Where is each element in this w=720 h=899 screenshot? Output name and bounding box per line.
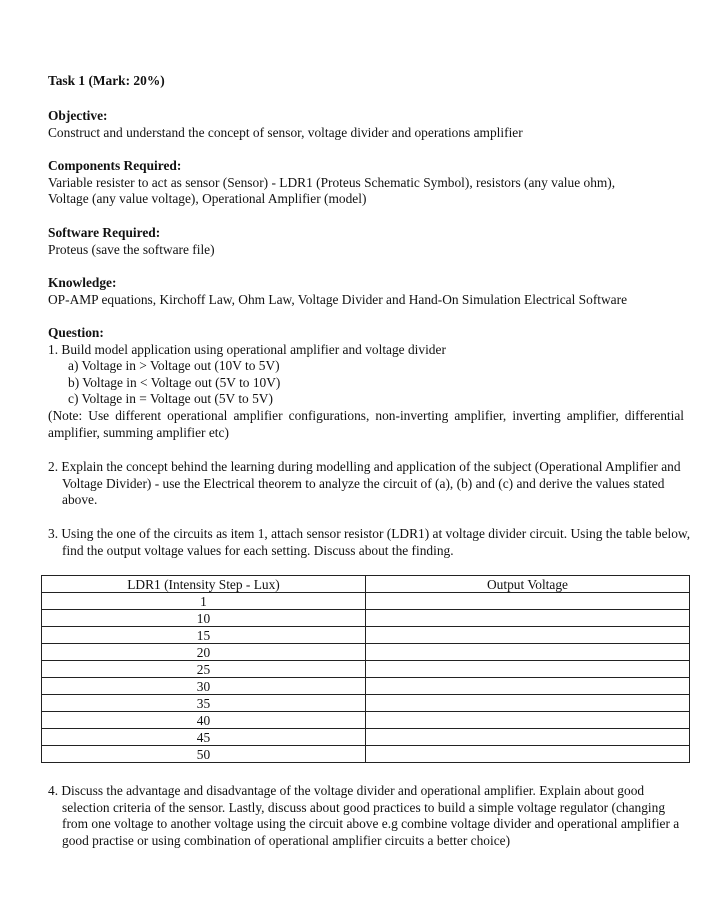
ldr-value-cell: 25	[42, 661, 366, 678]
knowledge-heading: Knowledge:	[48, 275, 117, 290]
ldr-output-table	[41, 575, 690, 763]
question-heading: Question:	[48, 325, 104, 340]
output-voltage-cell	[366, 712, 690, 729]
table-row	[42, 729, 690, 746]
knowledge-section	[48, 275, 684, 308]
output-voltage-cell	[366, 746, 690, 763]
software-section	[48, 225, 684, 258]
question-1: 1. Build model application using operational amplifier and voltage divider	[48, 341, 446, 357]
knowledge-text: OP-AMP equations, Kirchoff Law, Ohm Law, Voltage Divider and Hand-On Simulation Electrical Software	[48, 291, 628, 307]
table-row	[42, 610, 690, 627]
ldr-value-cell: 1	[42, 593, 366, 610]
question-3: 3. Using the one of the circuits as item 1, attach sensor resistor (LDR1) at voltage divider circuit. Using the table below, find the output voltage values for each setting. Discuss about the finding.	[48, 526, 691, 558]
ldr-value-cell: 40	[42, 712, 366, 729]
table-row	[42, 678, 690, 695]
objective-text: Construct and understand the concept of sensor, voltage divider and operations amplifier	[48, 124, 523, 140]
question-section	[48, 325, 684, 441]
table-header-output-voltage: Output Voltage	[366, 576, 690, 593]
software-heading: Software Required:	[48, 225, 161, 240]
output-voltage-cell	[366, 695, 690, 712]
output-voltage-cell	[366, 627, 690, 644]
ldr-value-cell: 35	[42, 695, 366, 712]
table-row	[42, 695, 690, 712]
ldr-value-cell: 45	[42, 729, 366, 746]
output-voltage-cell	[366, 593, 690, 610]
ldr-value-cell: 10	[42, 610, 366, 627]
table-row	[42, 627, 690, 644]
question-1-note: (Note: Use different operational amplifier configurations, non-inverting amplifier, inverting amplifier, differential amplifier, summing amplifier etc)	[48, 407, 684, 440]
ldr-value-cell: 15	[42, 627, 366, 644]
output-voltage-cell	[366, 610, 690, 627]
output-voltage-cell	[366, 661, 690, 678]
question-1-item-c: c) Voltage in = Voltage out (5V to 5V)	[68, 391, 273, 407]
components-line-1: Variable resister to act as sensor (Sensor) - LDR1 (Proteus Schematic Symbol), resistors (any value ohm),	[48, 174, 616, 190]
components-line-2: Voltage (any value voltage), Operational Amplifier (model)	[48, 191, 367, 207]
question-1-item-a: a) Voltage in > Voltage out (10V to 5V)	[68, 358, 280, 374]
question-1-item-b: b) Voltage in < Voltage out (5V to 10V)	[68, 374, 281, 390]
table-row	[42, 746, 690, 763]
objective-heading: Objective:	[48, 108, 108, 123]
ldr-value-cell: 30	[42, 678, 366, 695]
table-row	[42, 661, 690, 678]
question-4: 4. Discuss the advantage and disadvantage of the voltage divider and operational amplifier. Explain about good selection criteria of the sensor. Lastly, discuss about good practices to build a simple voltage regulator (changing from one voltage to another voltage using the circuit above e.g combine voltage divider and operational amplifier a good practise or using combination of operational amplifier circuits a better choice)	[48, 783, 680, 848]
table-header-row	[42, 576, 690, 593]
output-voltage-cell	[366, 644, 690, 661]
table-row	[42, 593, 690, 610]
software-text: Proteus (save the software file)	[48, 241, 215, 257]
components-heading: Components Required:	[48, 158, 182, 173]
question-2: 2. Explain the concept behind the learning during modelling and application of the subject (Operational Amplifier and Voltage Divider) - use the Electrical theorem to analyze the circuit of (a), (b) and (c) and derive the values stated above.	[48, 459, 681, 508]
objective-section	[48, 108, 684, 141]
output-voltage-cell	[366, 729, 690, 746]
task-title: Task 1 (Mark: 20%)	[48, 73, 165, 88]
table-row	[42, 712, 690, 729]
table-row	[42, 644, 690, 661]
table-header-ldr: LDR1 (Intensity Step - Lux)	[42, 576, 366, 593]
components-section	[48, 158, 684, 208]
ldr-value-cell: 50	[42, 746, 366, 763]
output-voltage-cell	[366, 678, 690, 695]
ldr-value-cell: 20	[42, 644, 366, 661]
